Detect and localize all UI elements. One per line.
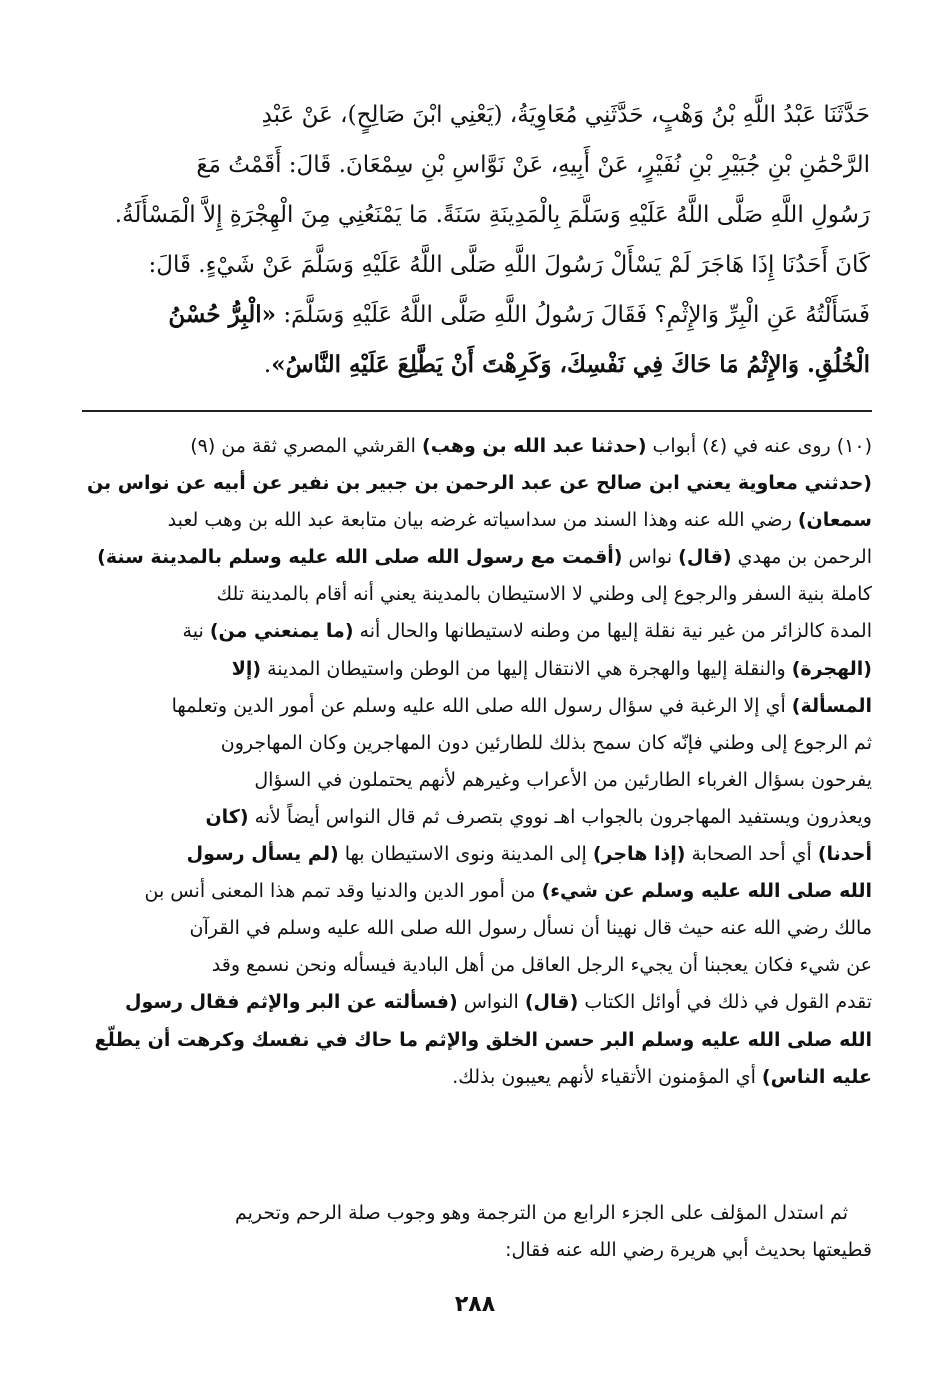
bold-text: (أقمت مع رسول الله صلى الله عليه وسلم بالمدينة سنة) (97, 546, 623, 569)
bold-text: أحدنا) (817, 843, 872, 866)
commentary-line (82, 502, 872, 539)
plain-text: أي أحد الصحابة (691, 843, 812, 866)
bold-text: (قال) (524, 991, 579, 1014)
commentary-line: مالك رضي الله عنه حيث قال نهينا أن نسأل رسول الله صلى الله عليه وسلم في القرآن (189, 917, 872, 940)
plain-text: أي المؤمنون الأتقياء لأنهم يعيبون بذلك. (452, 1065, 756, 1088)
hadith-text (82, 90, 870, 390)
commentary-line (82, 873, 872, 910)
closing-paragraph (82, 1195, 872, 1269)
bold-text: (إلا (231, 657, 262, 680)
plain-text: نواس (628, 546, 673, 569)
commentary-line: كاملة بنية السفر والرجوع إلى وطني لا الاستيطان بالمدينة يعني أنه أقام بالمدينة تلك (216, 583, 872, 606)
commentary-line (82, 688, 872, 725)
hadith-line: رَسُولِ اللَّهِ صَلَّى اللَّهُ عَلَيْهِ وَسَلَّمَ بِالْمَدِينَةِ سَنَةً. مَا يَمْنَعُنِي مِنَ الْهِجْرَةِ إِلاَّ الْمَسْأَلَةُ. (114, 202, 870, 228)
commentary-line: عن شيء فكان يعجبنا أن يجيء الرجل العاقل من أهل البادية فيسأله ونحن نسمع وقد (211, 954, 872, 977)
commentary-line (82, 1022, 872, 1059)
bold-text: (فسألته عن البر والإثم فقال رسول (125, 991, 458, 1014)
commentary-line (82, 651, 872, 688)
hadith-line: كَانَ أَحَدُنَا إِذَا هَاجَرَ لَمْ يَسْأَلْ رَسُولَ اللَّهِ صَلَّى اللَّهُ عَلَيْهِ وَسَلَّمَ عَنْ شَيْءٍ. قَالَ: (148, 252, 870, 278)
hadith-line: الرَّحْمَٰنِ بْنِ جُبَيْرِ بْنِ نُفَيْرٍ، عَنْ أَبِيهِ، عَنْ نَوَّاسِ بْنِ سِمْعَانَ. قَالَ: أَقَمْتُ مَعَ (196, 152, 870, 178)
commentary-line (82, 428, 872, 465)
bold-text: (الهجرة) (791, 657, 872, 680)
bold-text: (حدثني معاوية يعني ابن صالح عن عبد الرحمن بن جبير بن نفير عن أبيه عن نواس بن (86, 472, 872, 495)
commentary-line (82, 799, 872, 836)
bold-text: (حدثنا عبد الله بن وهب) (422, 435, 647, 457)
plain-text: من أمور الدين والدنيا وقد تمم هذا المعنى أنس بن (144, 880, 536, 903)
commentary-line (82, 836, 872, 873)
commentary (82, 428, 872, 1096)
hadith-matn-bold: «الْبِرُّ حُسْنُ (168, 301, 276, 328)
bold-text: الله صلى الله عليه وسلم البر حسن الخلق والإثم ما حاك في نفسك وكرهت أن يطلّع (94, 1028, 872, 1051)
bold-text: (إذا هاجر) (592, 843, 686, 866)
commentary-line: يفرحون بسؤال الغرباء الطارئين من الأعراب وغيرهم لأنهم يحتملون في السؤال (254, 768, 872, 791)
plain-text: إلى المدينة ونوى الاستيطان بها (344, 843, 587, 866)
footnote-divider (82, 410, 872, 412)
hadith-line (82, 290, 870, 340)
plain-text: ويعذرون ويستفيد المهاجرون بالجواب اهـ نووي بتصرف ثم قال النواس أيضاً لأنه (254, 805, 872, 828)
commentary-line (82, 539, 872, 576)
bold-text: سمعان) (797, 509, 872, 532)
hadith-text-plain: فَسَأَلْتُهُ عَنِ الْبِرِّ وَالإِثْمِ؟ فَقَالَ رَسُولُ اللَّهِ صَلَّى اللَّهُ عَلَيْهِ وَسَلَّمَ: (283, 302, 870, 328)
bold-text: (لم يسأل رسول (186, 843, 339, 866)
plain-text: رضي الله عنه وهذا السند من سداسياته غرضه بيان متابعة عبد الله بن وهب لعبد (167, 509, 792, 532)
bold-text: (قال) (678, 546, 732, 569)
plain-text: (١٠) روى عنه في (٤) أبواب (652, 435, 872, 457)
closing-line: ثم استدل المؤلف على الجزء الرابع من الترجمة وهو وجوب صلة الرحم وتحريم (234, 1202, 848, 1224)
plain-text: والنقلة إليها والهجرة هي الانتقال إليها من الوطن واستيطان المدينة (267, 657, 786, 680)
plain-text: القرشي المصري ثقة من (٩) (190, 435, 416, 457)
bold-text: المسألة) (791, 694, 872, 717)
plain-text: المدة كالزائر من غير نية نقلة إليها من وطنه لاستيطانها والحال أنه (359, 620, 872, 643)
commentary-line (82, 613, 872, 650)
commentary-line (82, 465, 872, 502)
commentary-line (82, 1059, 872, 1096)
hadith-line: حَدَّثَنَا عَبْدُ اللَّهِ بْنُ وَهْبٍ، حَدَّثَنِي مُعَاوِيَةُ، (يَعْنِي ابْنَ صَالِحٍ)، عَنْ عَبْدِ (261, 102, 870, 128)
hadith-line (82, 340, 870, 390)
bold-text: (كان (205, 805, 249, 828)
commentary-line: ثم الرجوع إلى وطني فإنّه كان سمح بذلك للطارئين دون المهاجرين وكان المهاجرون (220, 731, 872, 754)
bold-text: الله صلى الله عليه وسلم عن شيء) (541, 880, 872, 903)
hadith-end-period: . (263, 352, 272, 378)
plain-text: أي إلا الرغبة في سؤال رسول الله صلى الله عليه وسلم عن أمور الدين وتعلمها (171, 694, 786, 717)
page-number: ٢٨٨ (454, 1292, 496, 1317)
bold-text: (ما يمنعني من) (209, 620, 354, 643)
commentary-line (82, 984, 872, 1021)
plain-text: تقدم القول في ذلك في أوائل الكتاب (584, 991, 872, 1014)
plain-text: الرحمن بن مهدي (737, 546, 872, 569)
closing-line: قطيعتها بحديث أبي هريرة رضي الله عنه فقال: (505, 1239, 872, 1261)
bold-text: عليه الناس) (761, 1065, 872, 1088)
plain-text: النواس (463, 991, 519, 1014)
hadith-matn-bold: الْخُلُقِ. وَالإِثْمُ مَا حَاكَ فِي نَفْسِكَ، وَكَرِهْتَ أَنْ يَطَّلِعَ عَلَيْهِ النَّاسُ» (271, 351, 870, 378)
plain-text: نية (182, 620, 204, 643)
